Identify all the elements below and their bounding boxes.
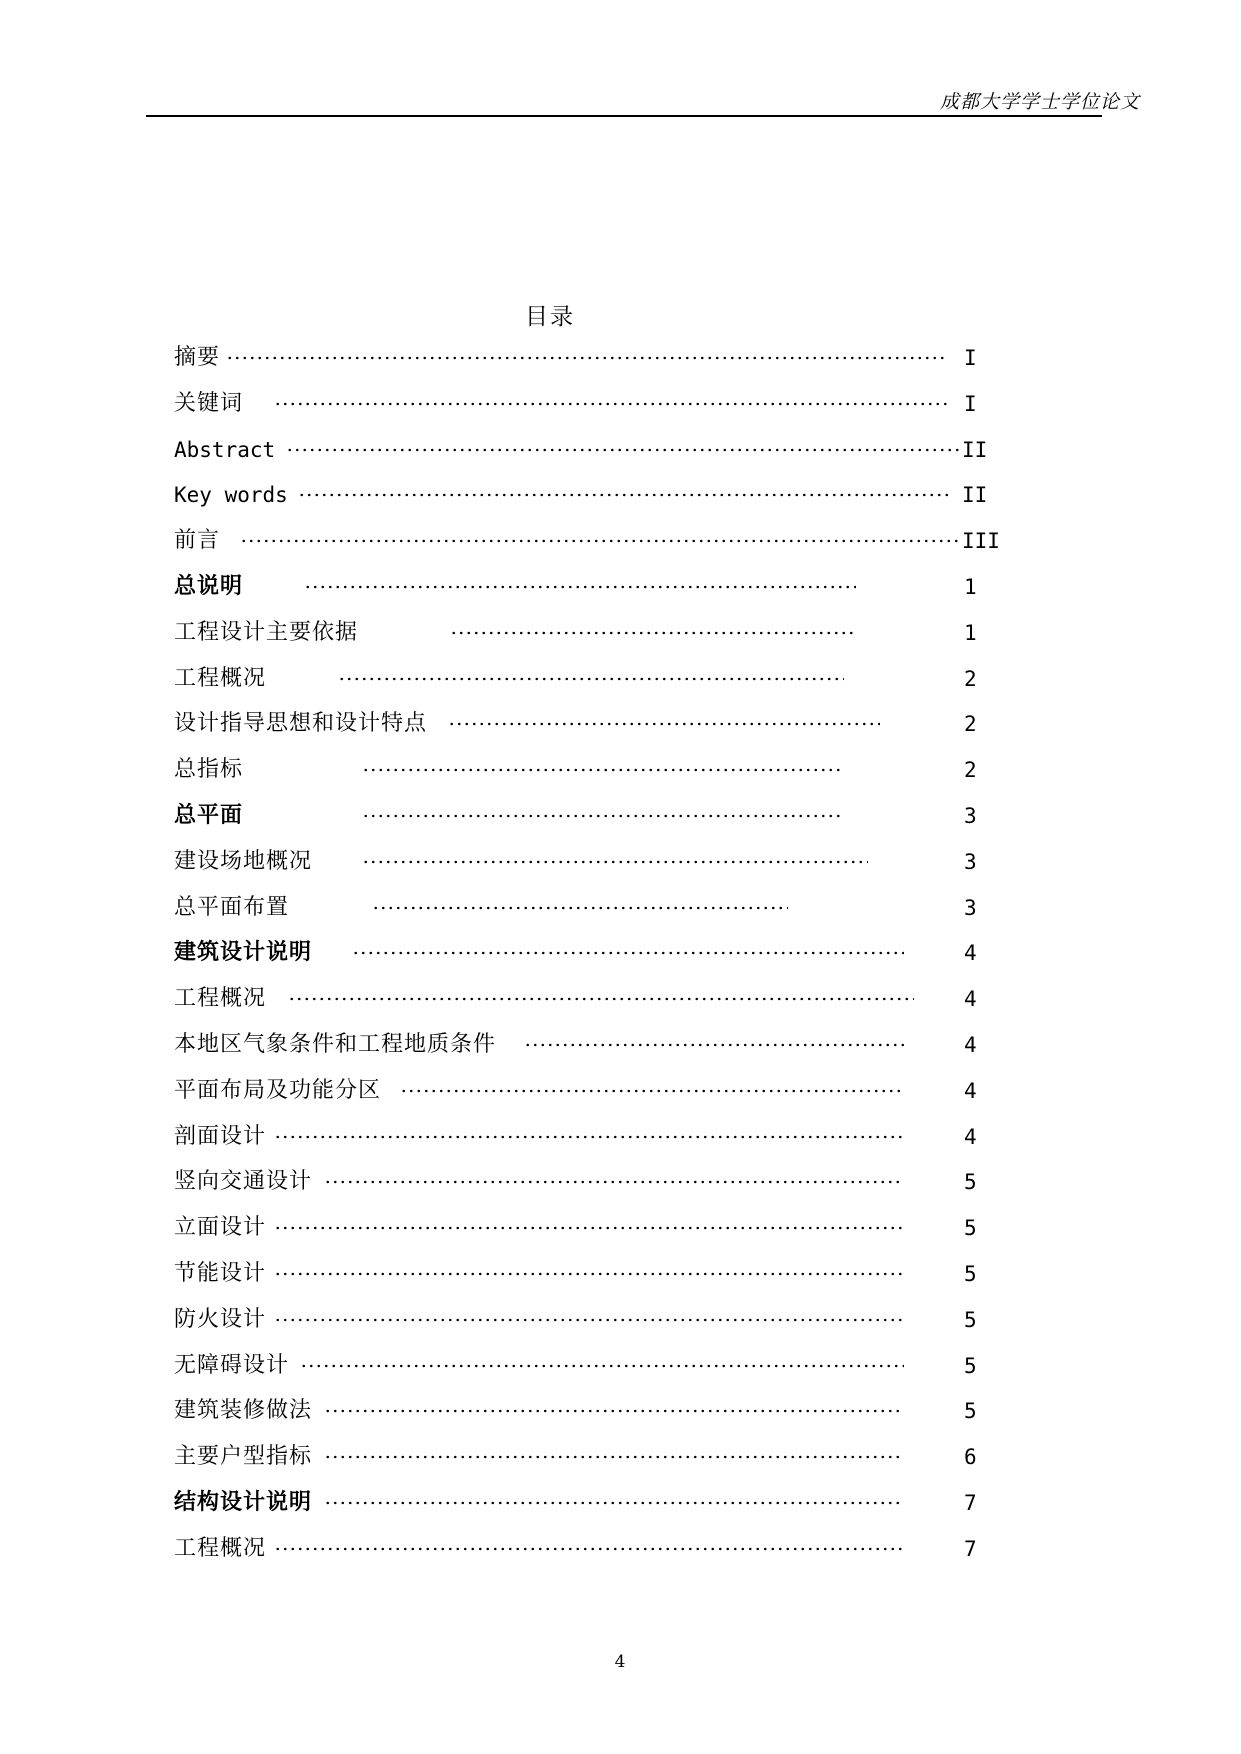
table-of-contents: [174, 343, 1014, 1580]
toc-entry-page: 5: [964, 1170, 977, 1195]
page-number: 4: [614, 1652, 626, 1672]
toc-entry-label: 立面设计: [174, 1215, 267, 1241]
toc-entry-page: I: [964, 391, 977, 416]
toc-entry[interactable]: [174, 938, 1014, 984]
toc-dot-leader: [274, 1318, 904, 1322]
toc-entry[interactable]: [174, 389, 1014, 435]
toc-entry-page: 4: [964, 1078, 977, 1103]
toc-dot-leader: [300, 1364, 904, 1368]
toc-dot-leader: [362, 768, 844, 772]
toc-entry[interactable]: [174, 1442, 1014, 1488]
toc-entry-label: 主要户型指标: [174, 1444, 313, 1470]
toc-entry-page: 5: [964, 1307, 977, 1332]
toc-entry-label: 工程设计主要依据: [174, 619, 359, 645]
toc-entry[interactable]: [174, 343, 1014, 389]
toc-entry[interactable]: [174, 1030, 1014, 1076]
toc-entry-page: II: [962, 483, 988, 508]
toc-entry-page: 5: [964, 1353, 977, 1378]
toc-entry-page: I: [964, 346, 977, 370]
toc-entry-page: 3: [964, 849, 977, 874]
toc-entry[interactable]: [174, 709, 1014, 755]
toc-dot-leader: [274, 1272, 904, 1276]
toc-dot-leader: [324, 1409, 904, 1413]
toc-entry-page: II: [962, 437, 988, 462]
toc-entry[interactable]: [174, 1122, 1014, 1168]
toc-entry-page: 2: [964, 758, 977, 783]
toc-entry-page: 7: [964, 1490, 977, 1515]
toc-entry[interactable]: [174, 847, 1014, 893]
toc-dot-leader: [324, 1501, 904, 1505]
toc-entry-page: 1: [964, 574, 977, 599]
toc-entry-label: 竖向交通设计: [174, 1169, 313, 1195]
toc-dot-leader: [372, 906, 788, 910]
toc-entry[interactable]: [174, 618, 1014, 664]
toc-dot-leader: [288, 997, 914, 1001]
toc-entry-label: Abstract: [174, 437, 276, 462]
toc-dot-leader: [274, 1135, 904, 1139]
toc-entry[interactable]: [174, 755, 1014, 801]
toc-dot-leader: [274, 402, 948, 406]
toc-dot-leader: [240, 539, 960, 543]
toc-entry[interactable]: [174, 1534, 1014, 1580]
toc-dot-leader: [352, 951, 904, 955]
toc-entry-page: 2: [964, 666, 977, 691]
toc-entry-label: 建筑设计说明: [174, 940, 313, 966]
toc-entry-label: 平面布局及功能分区: [174, 1077, 382, 1103]
toc-entry[interactable]: [174, 526, 1014, 572]
toc-dot-leader: [226, 356, 948, 360]
toc-entry-label: 摘要: [174, 345, 221, 370]
toc-entry[interactable]: [174, 1213, 1014, 1259]
toc-entry[interactable]: [174, 1488, 1014, 1534]
header-rule: [146, 115, 1102, 117]
toc-entry-page: 4: [964, 941, 977, 966]
toc-dot-leader: [448, 722, 880, 726]
toc-entry-page: 1: [964, 620, 977, 645]
toc-entry[interactable]: [174, 1396, 1014, 1442]
toc-entry-label: 总平面: [174, 802, 244, 828]
toc-dot-leader: [324, 1455, 904, 1459]
toc-entry-page: 6: [964, 1445, 977, 1470]
toc-dot-leader: [274, 1226, 904, 1230]
toc-entry[interactable]: [174, 801, 1014, 847]
toc-dot-leader: [450, 631, 856, 635]
toc-entry-page: 4: [964, 987, 977, 1012]
toc-entry-label: 工程概况: [174, 1535, 267, 1561]
toc-entry-label: 节能设计: [174, 1260, 267, 1286]
toc-dot-leader: [362, 860, 868, 864]
toc-entry-page: 3: [964, 895, 977, 920]
toc-entry-label: 工程概况: [174, 986, 267, 1012]
toc-entry-label: 无障碍设计: [174, 1352, 290, 1378]
toc-dot-leader: [362, 814, 844, 818]
toc-entry[interactable]: [174, 435, 1014, 481]
toc-entry-label: 建筑装修做法: [174, 1398, 313, 1424]
toc-dot-leader: [298, 493, 948, 497]
toc-dot-leader: [400, 1089, 904, 1093]
running-header-title: 成都大学学士学位论文: [939, 91, 1140, 113]
toc-entry-page: 5: [964, 1399, 977, 1424]
toc-entry[interactable]: [174, 572, 1014, 618]
toc-entry-page: 4: [964, 1032, 977, 1057]
toc-entry-label: Key words: [174, 483, 288, 508]
toc-entry-label: 工程概况: [174, 665, 267, 691]
toc-entry[interactable]: [174, 480, 1014, 526]
toc-entry-page: 5: [964, 1216, 977, 1241]
toc-entry-label: 建设场地概况: [174, 848, 313, 874]
toc-dot-leader: [286, 448, 960, 452]
toc-entry[interactable]: [174, 1259, 1014, 1305]
toc-entry-page: 7: [964, 1536, 977, 1561]
toc-entry-page: 4: [964, 1124, 977, 1149]
toc-entry[interactable]: [174, 984, 1014, 1030]
toc-entry[interactable]: [174, 1305, 1014, 1351]
toc-entry-label: 设计指导思想和设计特点: [174, 711, 428, 737]
toc-title: 目录: [525, 304, 575, 330]
toc-entry-label: 剖面设计: [174, 1123, 267, 1149]
toc-dot-leader: [304, 585, 856, 589]
toc-entry-label: 本地区气象条件和工程地质条件: [174, 1031, 497, 1057]
toc-entry-page: III: [962, 529, 1000, 554]
toc-entry-label: 总说明: [174, 573, 244, 599]
toc-dot-leader: [324, 1180, 904, 1184]
toc-entry-page: 5: [964, 1261, 977, 1286]
toc-entry-page: 2: [964, 712, 977, 737]
toc-dot-leader: [338, 677, 844, 681]
toc-entry-label: 防火设计: [174, 1306, 267, 1332]
toc-entry[interactable]: [174, 1351, 1014, 1397]
toc-entry-label: 总平面布置: [174, 894, 290, 920]
toc-entry-label: 关键词: [174, 390, 244, 416]
toc-entry[interactable]: [174, 1076, 1014, 1122]
toc-entry-page: 3: [964, 803, 977, 828]
toc-entry[interactable]: [174, 1167, 1014, 1213]
toc-entry-label: 总指标: [174, 757, 244, 783]
toc-dot-leader: [274, 1547, 904, 1551]
toc-entry-label: 前言: [174, 528, 221, 554]
toc-entry-label: 结构设计说明: [174, 1489, 313, 1515]
toc-entry[interactable]: [174, 664, 1014, 710]
toc-entry[interactable]: [174, 893, 1014, 939]
toc-dot-leader: [524, 1043, 904, 1047]
